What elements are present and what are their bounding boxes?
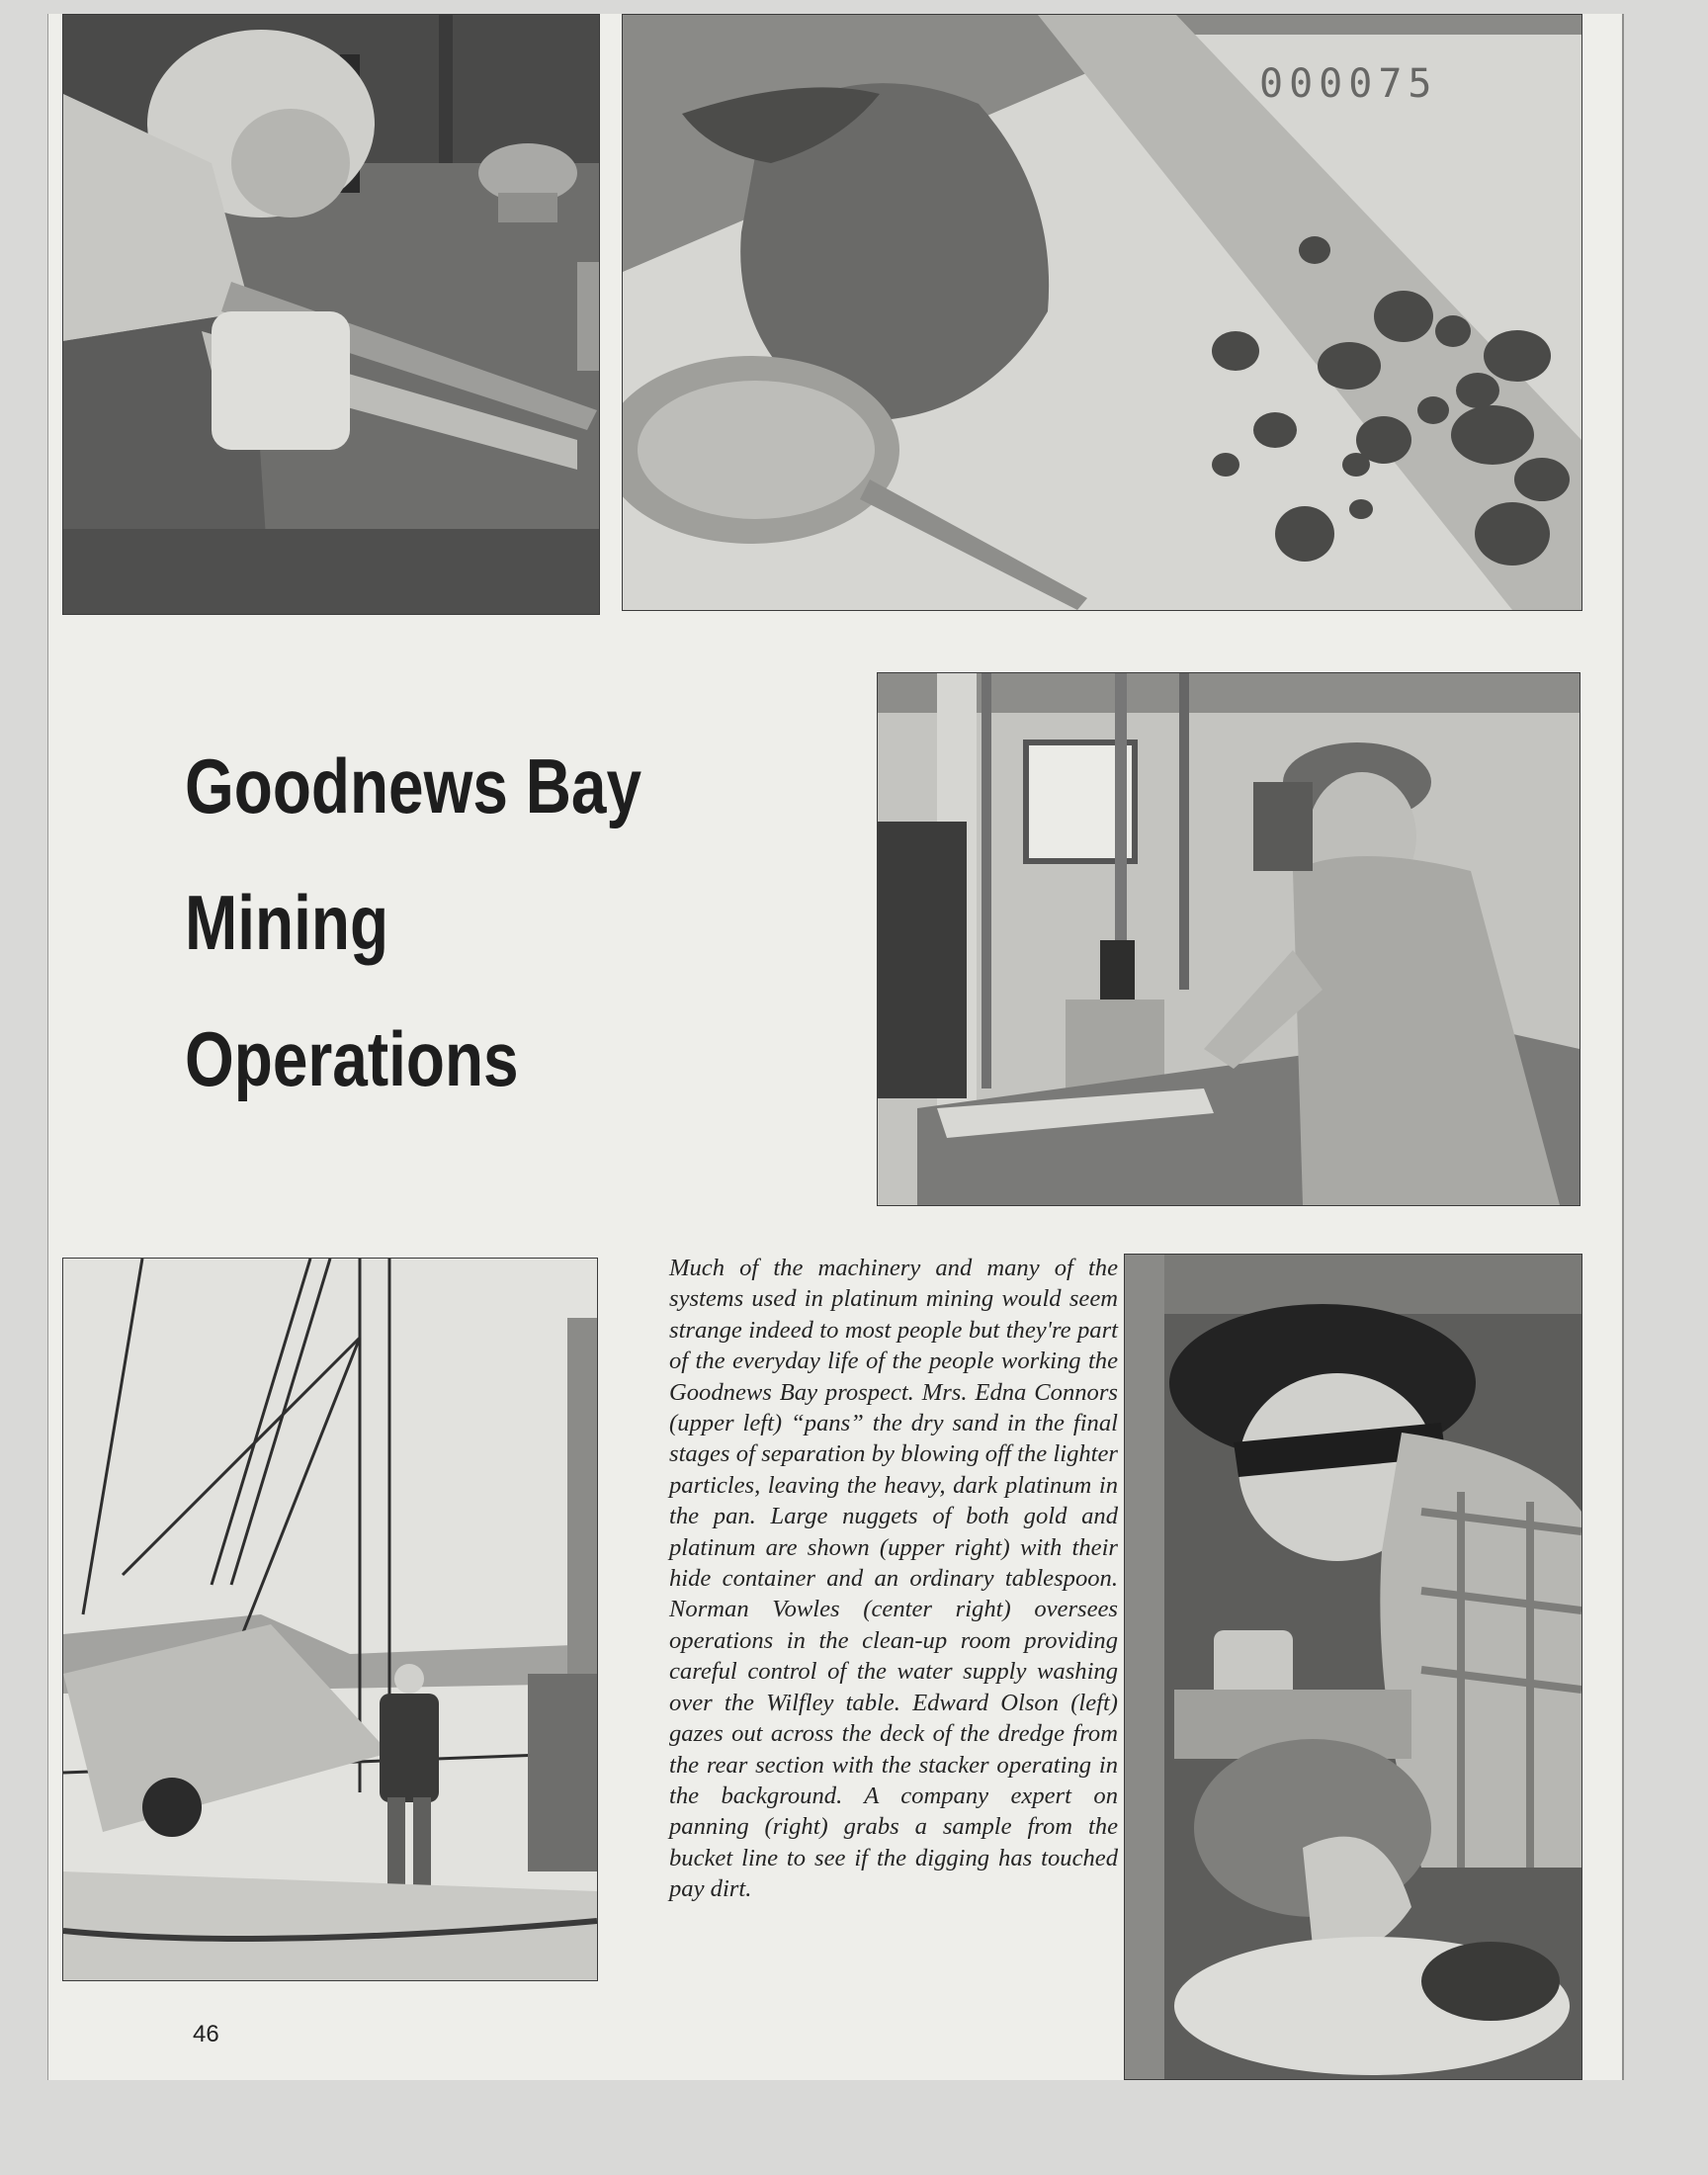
photo-woman-panning-image: [63, 15, 599, 614]
photo-nuggets: [622, 14, 1582, 611]
page-number: 46: [193, 2021, 219, 2047]
photo-bucket-sample-image: [1125, 1255, 1581, 2079]
photo-dredge-deck-image: [63, 1259, 597, 1980]
photo-wilfley-table-image: [878, 673, 1580, 1205]
photo-woman-panning: [62, 14, 600, 615]
photo-bucket-sample: [1124, 1254, 1582, 2080]
photo-dredge-deck: [62, 1258, 598, 1981]
archive-stamp-number: 000075: [1259, 61, 1438, 107]
title-line-2: Mining: [185, 879, 389, 966]
page-title: [185, 718, 641, 1127]
photo-nuggets-image: [623, 15, 1581, 610]
photo-wilfley-table: [877, 672, 1580, 1206]
photo-caption: Much of the machinery and many of the systems used in platinum mining would seem strange indeed to most people but they're part of the everyday life of the people working the Goodnews Bay prospect. Mrs. Edna Connors (upper left) “pans” the dry sand in the final stages of separation by blowing off the lighter particles, leaving the heavy, dark platinum in the pan. Large nuggets of both gold and platinum are shown (upper right) with their hide container and an ordinary tablespoon. Norman Vowles (center right) oversees operations in the clean-up room providing careful control of the water supply washing over the Wilfley table. Edward Olson (left) gazes out across the deck of the dredge from the rear section with the stacker operating in the background. A company expert on panning (right) grabs a sample from the bucket line to see if the digging has touched pay dirt.: [669, 1255, 1118, 1903]
title-line-1: Goodnews Bay: [185, 742, 642, 829]
magazine-page: [47, 14, 1624, 2080]
title-line-3: Operations: [185, 1015, 519, 1102]
